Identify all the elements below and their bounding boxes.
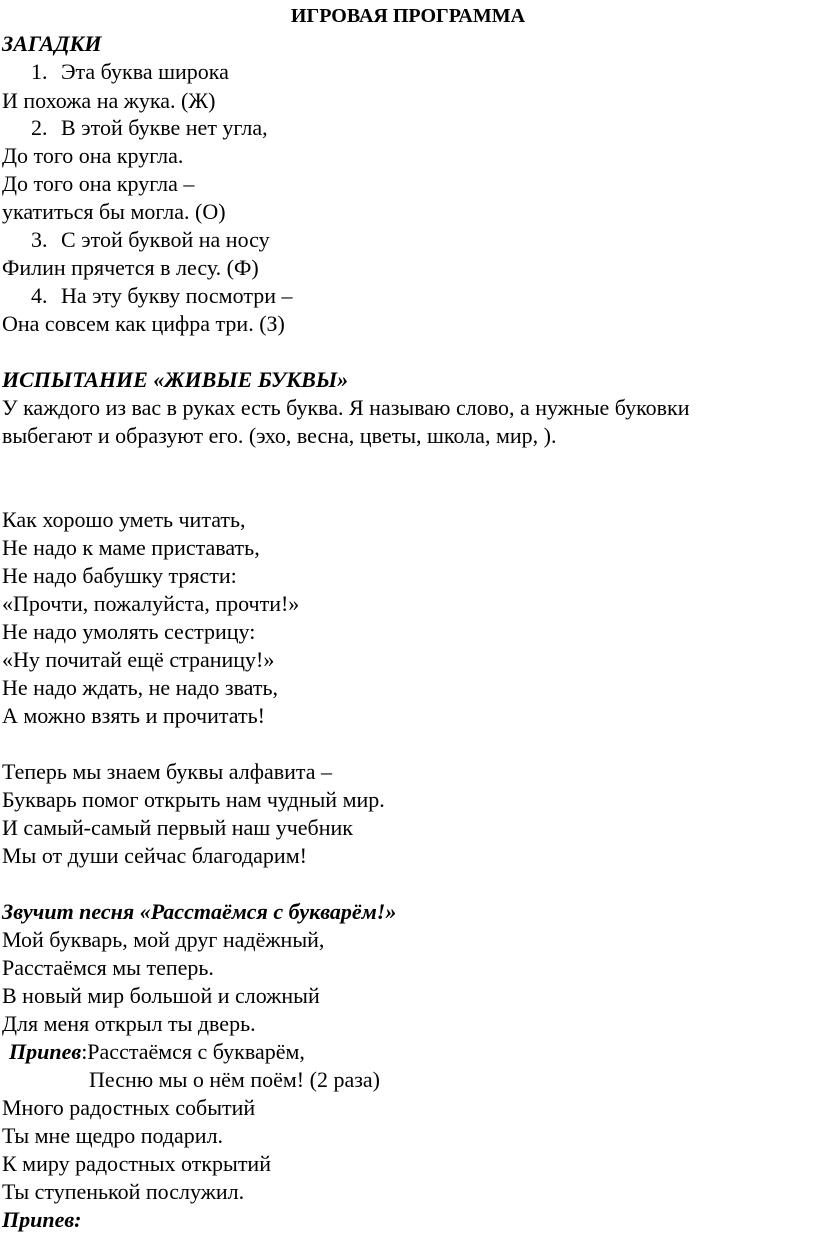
poem1-line: А можно взять и прочитать! [2,703,265,728]
poem1-line: Не надо к маме приставать, [2,535,260,560]
song-verse1-line: В новый мир большой и сложный [2,983,320,1008]
chorus-line-1 [9,1039,305,1065]
song-verse2-line: Ты мне щедро подарил. [2,1123,224,1148]
song-verse1-line: Расстаёмся мы теперь. [2,955,214,980]
riddle-1-first [31,59,229,85]
poem2-line: И самый-самый первый наш учебник [2,815,353,840]
poem2-line: Букварь помог открыть нам чудный мир. [2,787,385,812]
poem1-line: Как хорошо уметь читать, [2,507,246,532]
riddle-3-number: 3. [31,227,48,252]
poem2-line: Теперь мы знаем буквы алфавита – [2,759,333,784]
riddle-3-text: С этой буквой на носу [61,227,270,252]
riddle-4-line: Она совсем как цифра три. (З) [2,311,285,336]
chorus-end-label: Припев: [2,1207,82,1232]
song-heading: Звучит песня «Расстаёмся с букварём!» [2,899,397,924]
riddle-1-line: И похожа на жука. (Ж) [2,88,216,113]
riddles-heading: ЗАГАДКИ [2,31,102,56]
page-title: ИГРОВАЯ ПРОГРАММА [290,5,526,27]
riddle-3-first [31,227,270,253]
song-verse2-line: Много радостных событий [2,1095,256,1120]
test-paragraph-line: выбегают и образуют его. (эхо, весна, цветы, школа, мир, ). [2,423,557,448]
riddle-2-line: До того она кругла. [2,143,184,168]
song-verse2-line: Ты ступенькой послужил. [2,1179,245,1204]
chorus-text-1: :Расстаёмся с букварём, [81,1039,305,1064]
riddle-2-line: укатиться бы могла. (О) [2,199,226,224]
song-verse1-line: Для меня открыл ты дверь. [2,1011,256,1036]
chorus-label: Припев [9,1039,82,1064]
riddle-2-text: В этой букве нет угла, [61,115,268,140]
riddle-4-number: 4. [31,283,48,308]
riddle-2-line: До того она кругла – [2,171,195,196]
song-verse1-line: Мой букварь, мой друг надёжный, [2,927,325,952]
poem1-line: «Ну почитай ещё страницу!» [2,647,275,672]
riddle-4-text: На эту букву посмотри – [61,283,293,308]
riddle-2-first [31,115,268,141]
poem1-line: Не надо бабушку трясти: [2,563,237,588]
poem1-line: Не надо ждать, не надо звать, [2,675,279,700]
test-heading: ИСПЫТАНИЕ «ЖИВЫЕ БУКВЫ» [2,367,349,392]
poem1-line: Не надо умолять сестрицу: [2,619,256,644]
test-paragraph-line: У каждого из вас в руках есть буква. Я называю слово, а нужные буковки [2,395,690,420]
chorus-line-2: Песню мы о нём поём! (2 раза) [89,1067,380,1092]
riddle-1-number: 1. [31,59,48,84]
song-verse2-line: К миру радостных открытий [2,1151,271,1176]
poem1-line: «Прочти, пожалуйста, прочти!» [2,591,300,616]
riddle-2-number: 2. [31,115,48,140]
riddle-1-text: Эта буква широка [61,59,229,84]
riddle-3-line: Филин прячется в лесу. (Ф) [2,255,259,280]
riddle-4-first [31,283,292,309]
poem2-line: Мы от души сейчас благодарим! [2,843,307,868]
